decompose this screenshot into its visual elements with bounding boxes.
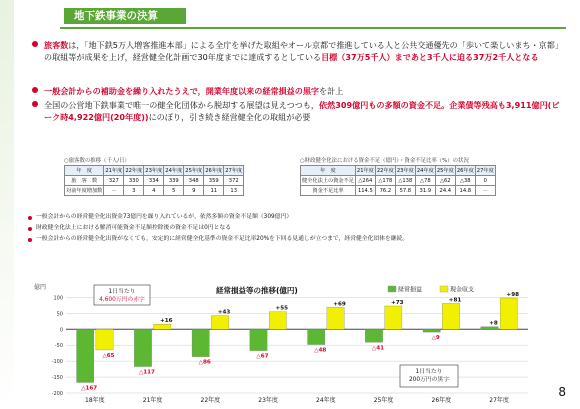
bar — [481, 327, 498, 330]
y-tick-label: -100 — [51, 359, 63, 366]
table-cell: 健全化法上の資金不足 — [301, 176, 356, 186]
data-label: +16 — [160, 318, 173, 325]
deficit-table — [300, 165, 496, 196]
bar — [96, 329, 113, 350]
x-tick-label: 23年度 — [258, 397, 278, 404]
bullet-text: 全国の公営地下鉄事業で唯一の健全化団体から脱却する展望は見えつつも， — [44, 100, 320, 110]
table-header: 21年度 — [104, 166, 124, 176]
table-cell: 11 — [204, 186, 224, 196]
table-header: 26年度 — [455, 166, 475, 176]
table-header: 21年度 — [355, 166, 375, 176]
bar — [423, 329, 440, 332]
table-cell: △138 — [395, 176, 415, 186]
table-cell: 114.5 — [355, 186, 375, 196]
bar — [385, 306, 402, 329]
bar — [442, 303, 459, 329]
note-item: 財政健全化法上における解消可能資金不足額控除後の資金不足は0円となる — [36, 224, 576, 234]
data-label: △117 — [138, 369, 155, 376]
table-header: 22年度 — [375, 166, 395, 176]
table-header: 年 度 — [301, 166, 356, 176]
data-label: +8 — [489, 320, 498, 327]
bullet-dot — [32, 87, 38, 93]
bar — [365, 329, 382, 342]
table-cell: 13 — [224, 186, 244, 196]
data-label: △167 — [81, 385, 98, 392]
y-axis-label: 億円 — [34, 284, 47, 291]
bullet-text: は，「地下鉄5万人増客推進本部」による全庁を挙げた取組やオール京都で推進している人と公共交通優先の「歩いて楽しいまち・京都」の取組等が成果を上げ，経営健全化計画で30年度までに達成するとしている — [44, 40, 563, 62]
table-cell: 348 — [184, 176, 204, 186]
table-row — [65, 176, 244, 186]
table-header: 年 度 — [65, 166, 104, 176]
note-dot — [28, 238, 32, 242]
note-item: 一般会計からの経営健全化出資がなくても，安定的に経営健全化基準の資金不足比率20%を下回る見通しが立つまで，経営健全化団体を継続。 — [36, 235, 576, 245]
bullet-text: 依然309億円もの多額の資金不足。企業債等残高も3,911億円(ピーク時4,922億円(20年度)) — [44, 100, 560, 122]
table-cell: 372 — [224, 176, 244, 186]
table-header: 23年度 — [144, 166, 164, 176]
bar — [250, 329, 267, 350]
x-tick-label: 25年度 — [373, 397, 394, 404]
legend-label: 経常損益 — [398, 286, 423, 294]
y-tick-label: -150 — [51, 375, 63, 382]
x-tick-label: 22年度 — [200, 397, 221, 404]
y-tick-label: 100 — [53, 295, 63, 302]
table-cell: △264 — [355, 176, 375, 186]
table-row — [301, 176, 496, 186]
data-label: △67 — [256, 353, 269, 360]
table-cell: 14.8 — [455, 186, 475, 196]
left-decoration — [0, 0, 14, 409]
bullet-passengers — [44, 40, 564, 63]
table-cell: 9 — [184, 186, 204, 196]
bullet-text: 一般会計からの補助金を繰り入れたうえで，開業年度以来の経常損益の黒字 — [44, 86, 320, 96]
bullet-text: を計上 — [319, 86, 344, 96]
bullet-text: 旅客数 — [44, 40, 69, 50]
table-header: 25年度 — [184, 166, 204, 176]
note-dot — [28, 227, 32, 231]
bar — [327, 307, 344, 329]
data-label: △86 — [198, 359, 211, 366]
table-cell: △38 — [455, 176, 475, 186]
table-header: 22年度 — [124, 166, 144, 176]
page-title: 地下鉄事業の決算 — [64, 8, 186, 24]
table-header: 24年度 — [415, 166, 435, 176]
x-tick-label: 24年度 — [316, 397, 336, 404]
table-cell: 旅 客 数 — [65, 176, 104, 186]
bar — [192, 329, 209, 356]
table-cell: 330 — [124, 176, 144, 186]
table2-caption: ○財政健全化法における資金不足（億円）・資金不足比率（%）の状況 — [300, 158, 469, 164]
y-tick-label: -50 — [54, 343, 63, 350]
table-cell: 対前年度増加数 — [65, 186, 104, 196]
legend-swatch — [440, 286, 448, 292]
table-cell: △78 — [415, 176, 435, 186]
bullet-profit — [44, 86, 564, 98]
table-cell: △178 — [375, 176, 395, 186]
table-cell: 57.8 — [395, 186, 415, 196]
table-header: 27年度 — [475, 166, 495, 176]
bullet-dot — [32, 41, 38, 47]
page-number: 8 — [558, 385, 566, 399]
x-tick-label: 21年度 — [142, 397, 163, 404]
bar — [134, 329, 151, 366]
callout-text: 1日当たり — [108, 289, 136, 295]
data-label: +69 — [333, 301, 346, 308]
bar — [154, 324, 171, 329]
table1-caption: ○旅客数の推移（千人/日） — [64, 158, 130, 164]
table-cell: 359 — [204, 176, 224, 186]
data-label: +55 — [275, 305, 289, 312]
note-dot — [28, 216, 32, 220]
table-header: 25年度 — [435, 166, 455, 176]
bar — [500, 298, 517, 329]
x-tick-label: 27年度 — [489, 397, 509, 404]
table-row — [301, 186, 496, 196]
bullet-deficit — [44, 100, 564, 123]
table-cell: － — [475, 186, 495, 196]
data-label: +98 — [506, 292, 520, 299]
x-tick-label: 18年度 — [85, 397, 105, 404]
bar — [77, 329, 94, 382]
table-header: 23年度 — [395, 166, 415, 176]
table-header: 27年度 — [224, 166, 244, 176]
data-label: +81 — [448, 297, 462, 304]
callout-text: 1日当たり — [415, 369, 443, 375]
data-label: △48 — [314, 347, 327, 354]
table-cell: 24.4 — [435, 186, 455, 196]
table-cell: 334 — [144, 176, 164, 186]
y-tick-label: 0 — [59, 327, 63, 334]
data-label: △41 — [371, 345, 385, 352]
table-cell: － — [104, 186, 124, 196]
callout-text: 4,600万円の赤字 — [99, 297, 145, 303]
bar — [308, 329, 325, 344]
table-cell: 3 — [124, 186, 144, 196]
table-header: 24年度 — [164, 166, 184, 176]
legend-label: 現金収支 — [450, 286, 475, 294]
table-cell: 76.2 — [375, 186, 395, 196]
legend-swatch — [388, 286, 396, 292]
table-cell: 31.9 — [415, 186, 435, 196]
chart-title: 経常損益等の推移(億円) — [216, 286, 298, 295]
passenger-table — [64, 165, 244, 196]
bar — [269, 312, 286, 330]
table-cell: 339 — [164, 176, 184, 186]
table-header: 26年度 — [204, 166, 224, 176]
callout-text: 200万円の黒字 — [408, 377, 450, 383]
bullet-dot — [32, 101, 38, 107]
data-label: △9 — [431, 335, 440, 342]
profit-chart — [28, 283, 548, 405]
bar — [211, 316, 228, 330]
table-cell: 4 — [144, 186, 164, 196]
table-cell: △62 — [435, 176, 455, 186]
data-label: +43 — [217, 309, 231, 316]
data-label: +73 — [391, 299, 404, 306]
table-cell: 327 — [104, 176, 124, 186]
table-cell: 0 — [475, 176, 495, 186]
table-row — [65, 186, 244, 196]
note-item: 一般会計からの経営健全化出資金73億円を繰り入れているが，依然多額の資金不足額（309億円） — [36, 213, 576, 223]
y-tick-label: -200 — [51, 391, 63, 397]
table-cell: 5 — [164, 186, 184, 196]
bullet-text: にのぼり，引き続き経営健全化の取組が必要 — [148, 111, 311, 122]
y-tick-label: 50 — [56, 311, 63, 318]
table-cell: 資金不足比率 — [301, 186, 356, 196]
data-label: △65 — [102, 352, 115, 359]
x-tick-label: 26年度 — [431, 397, 452, 404]
bullet-text: 目標（37万5千人）まであと3千人に迫る37万2千人となる — [321, 51, 539, 62]
title-rule — [60, 27, 566, 29]
